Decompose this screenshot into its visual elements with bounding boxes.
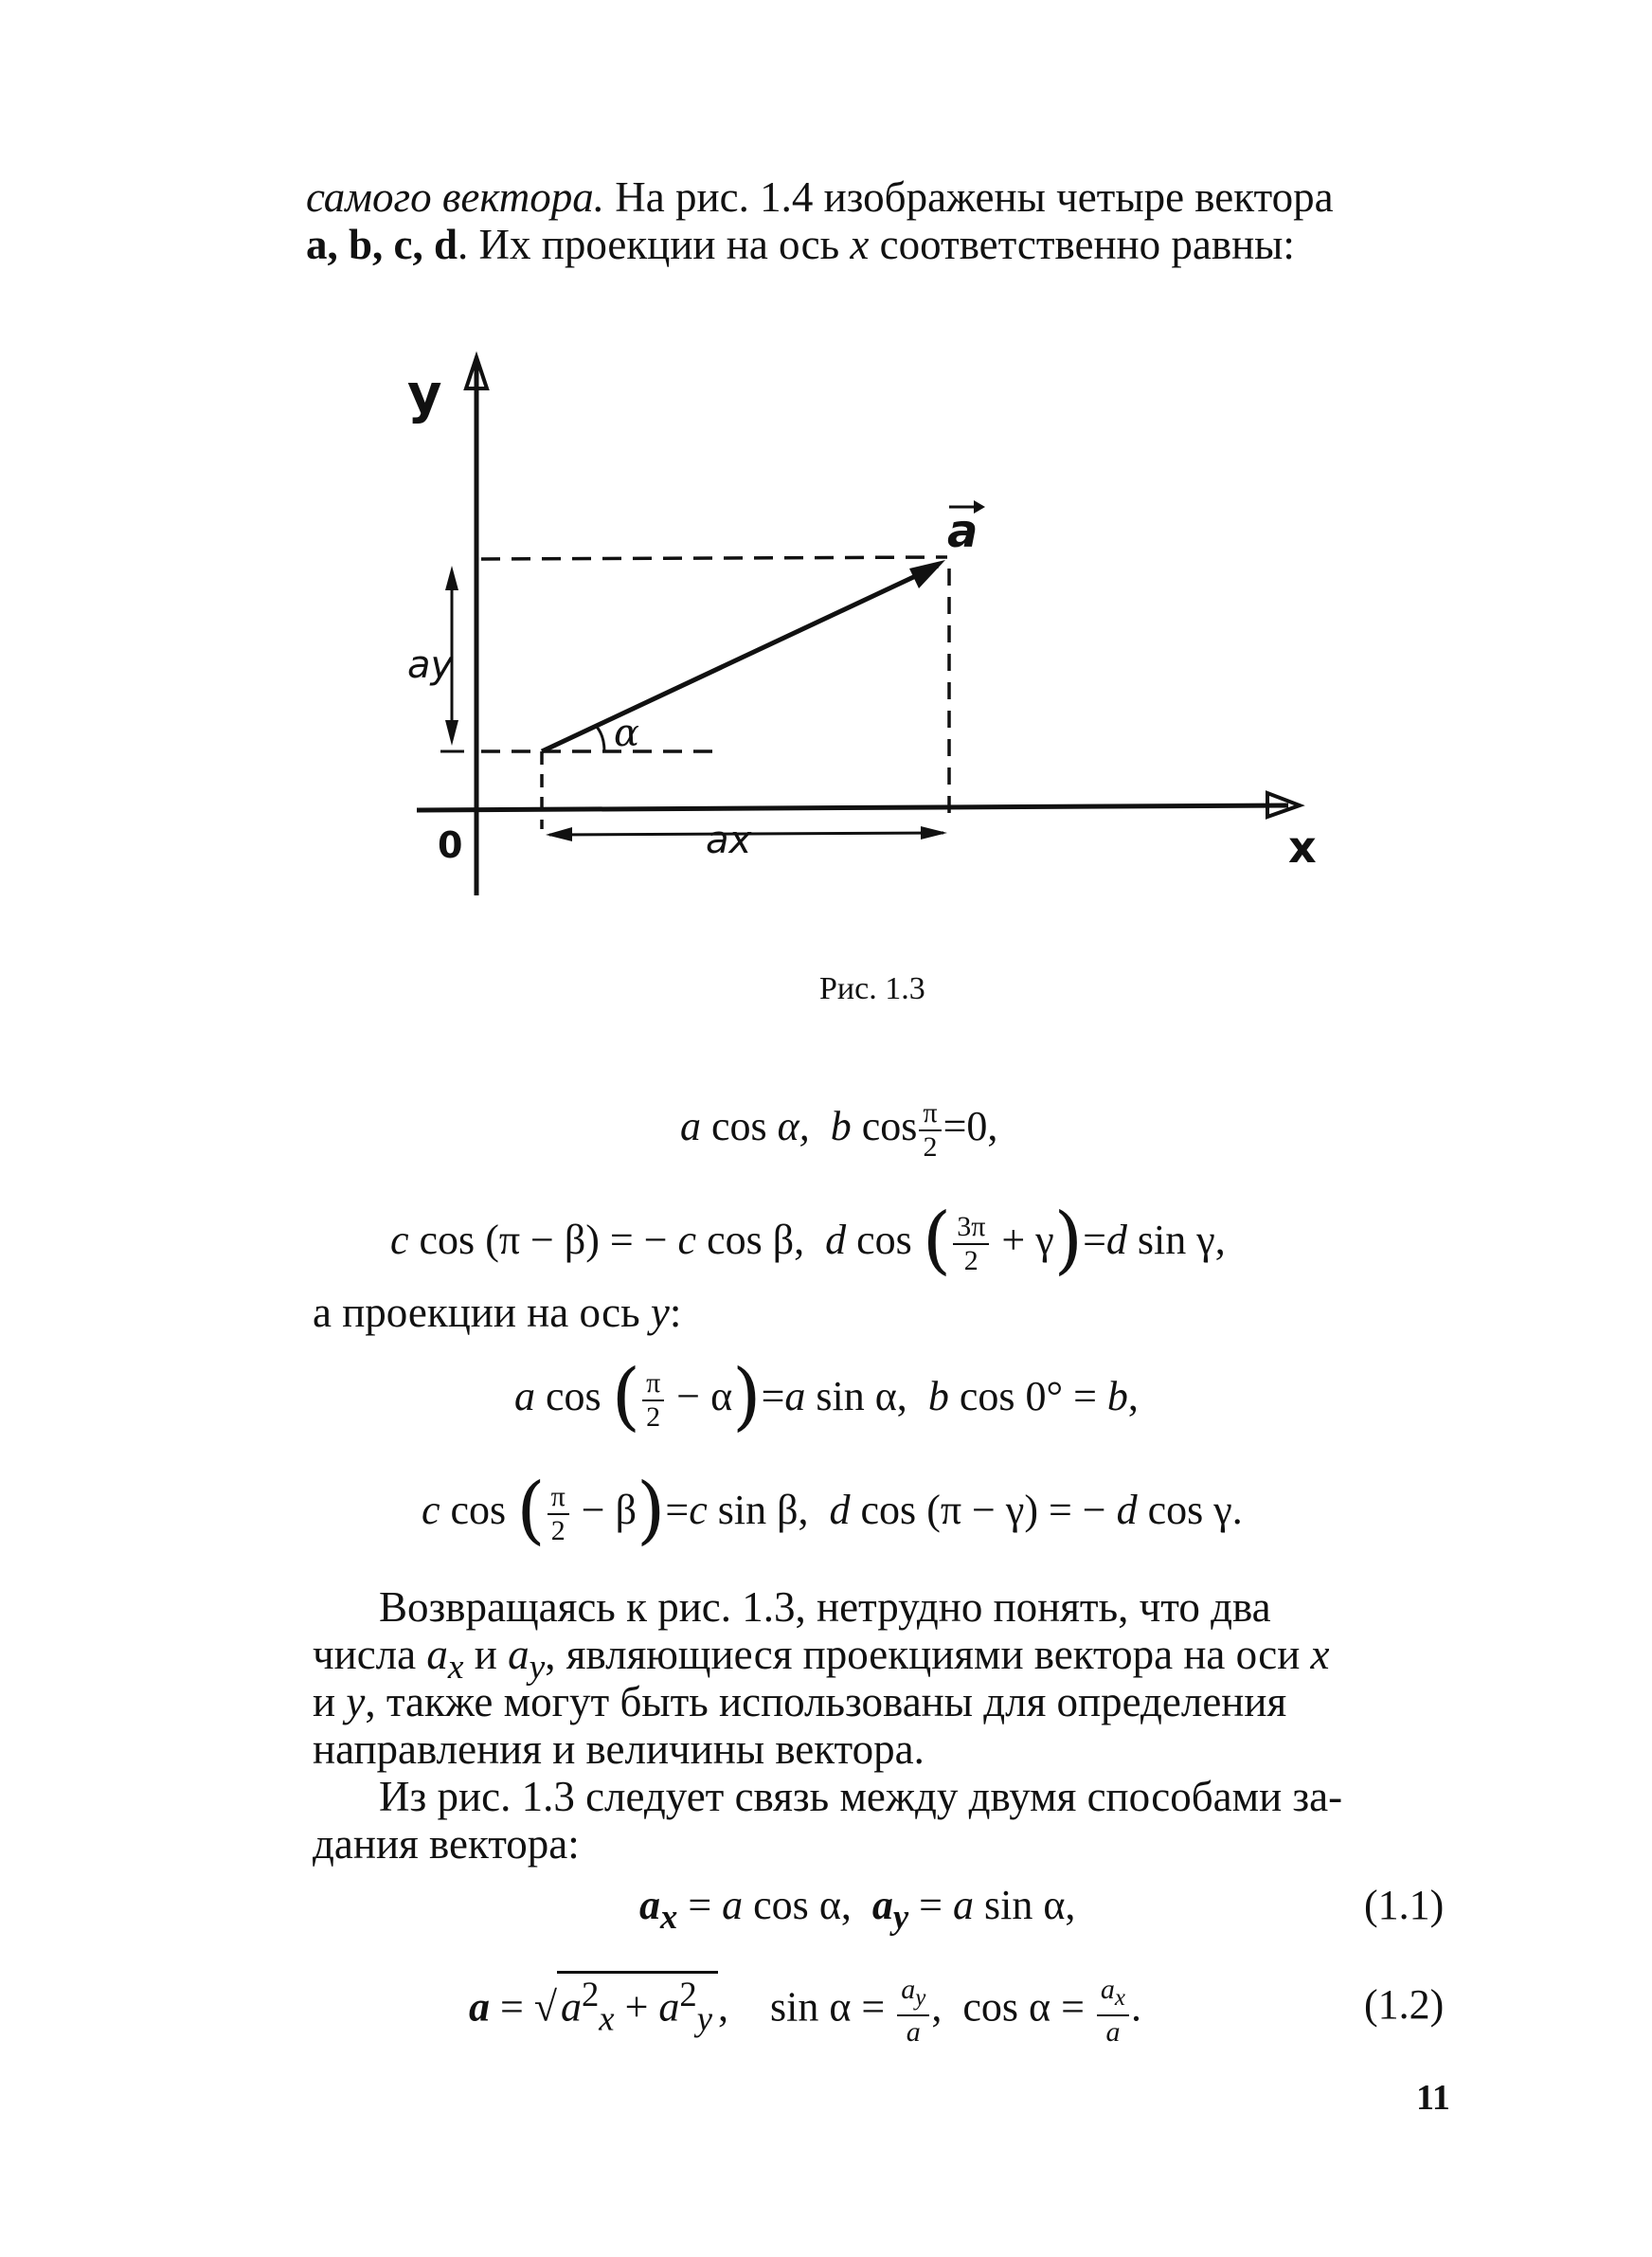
equation-3: a cos ( $\frac{\pi}{2}$ − α)=a sin α, b cos 0° = b, — [514, 1354, 1139, 1440]
intro-rest: На рис. 1.4 изображены четыре вектора — [604, 173, 1334, 221]
ax-arrow-right — [921, 826, 947, 840]
para2-line-4: направления и величины вектора. — [313, 1725, 925, 1773]
origin-label: 0 — [438, 824, 463, 866]
vector-a-label: a — [947, 505, 979, 558]
fraction-pi-2: $\frac{\pi}{2}$ — [919, 1099, 941, 1162]
y-axis-label: y — [407, 364, 442, 425]
para3-line-2: дания вектора: — [313, 1820, 580, 1868]
formula-1-1-number: (1.1) — [1364, 1882, 1445, 1928]
figure-caption: Рис. 1.3 — [819, 971, 925, 1006]
ax-label: ax — [706, 819, 752, 862]
proj-y-intro: а проекции на ось y: — [313, 1289, 682, 1336]
ay-arrow-bottom — [445, 720, 458, 746]
x-axis-line — [417, 805, 1288, 810]
top-dashed-line — [481, 557, 947, 559]
intro-italic: самого вектора. — [306, 173, 605, 221]
vector-a-arrowhead — [909, 560, 945, 588]
figure-1-3 — [379, 327, 1345, 933]
fraction-pi-2-c: $\frac{\pi}{2}$ — [548, 1483, 569, 1545]
intro-line2-text: . Их проекции на ось — [458, 221, 851, 268]
para3-line-1: Из рис. 1.3 следует связь между двумя способами за- — [379, 1773, 1343, 1820]
fraction-3pi-2: $\frac{3\pi}{2}$ — [953, 1213, 989, 1275]
intro-line2-end: соответственно равны: — [869, 221, 1295, 268]
ay-label: ay — [407, 643, 454, 687]
para2-line-1: Возвращаясь к рис. 1.3, нетрудно понять, что два — [379, 1583, 1271, 1631]
page-number: 11 — [1416, 2078, 1450, 2118]
x-axis-label: x — [1288, 822, 1317, 873]
angle-arc — [595, 725, 604, 751]
vector-a-line — [542, 566, 938, 751]
fraction-pi-2-b: $\frac{\pi}{2}$ — [642, 1369, 664, 1432]
ax-arrow-left — [546, 827, 572, 841]
formula-1-2-number: (1.2) — [1364, 1981, 1445, 2028]
para2-line-2: числа $a_x$ и $a_y$, являющиеся проекциями вектора на оси x — [313, 1631, 1330, 1687]
vector-names: a, b, c, d — [306, 221, 458, 268]
intro-line-1 — [306, 171, 1334, 225]
formula-1-2: $a = √a^2_x + a^2_y$ , sin α = $\frac{a_y}{a}$ , cos α = $\frac{a_x}{a}$ . — [469, 1971, 1141, 2047]
ay-arrow-top — [445, 566, 458, 590]
equation-2: c cos (π − β) = − c cos β, d cos ( $\frac{3\pi}{2}$ + γ)=d sin γ, — [390, 1198, 1226, 1284]
intro-line-2 — [306, 218, 1295, 272]
angle-alpha-label: α — [614, 712, 640, 755]
intro-var-x: x — [850, 221, 870, 268]
equation-1: a cos α, b cos $\frac{\pi}{2}$ =0, — [680, 1097, 998, 1163]
para2-line-3: и y, также могут быть использованы для определения — [313, 1678, 1287, 1725]
formula-1-1: $a_x = a$ cos α, $a_y = a$ sin α, — [639, 1882, 1076, 1936]
equation-4: c cos ( $\frac{\pi}{2}$ − β)=c sin β, d cos (π − γ) = − d cos γ. — [422, 1468, 1243, 1554]
